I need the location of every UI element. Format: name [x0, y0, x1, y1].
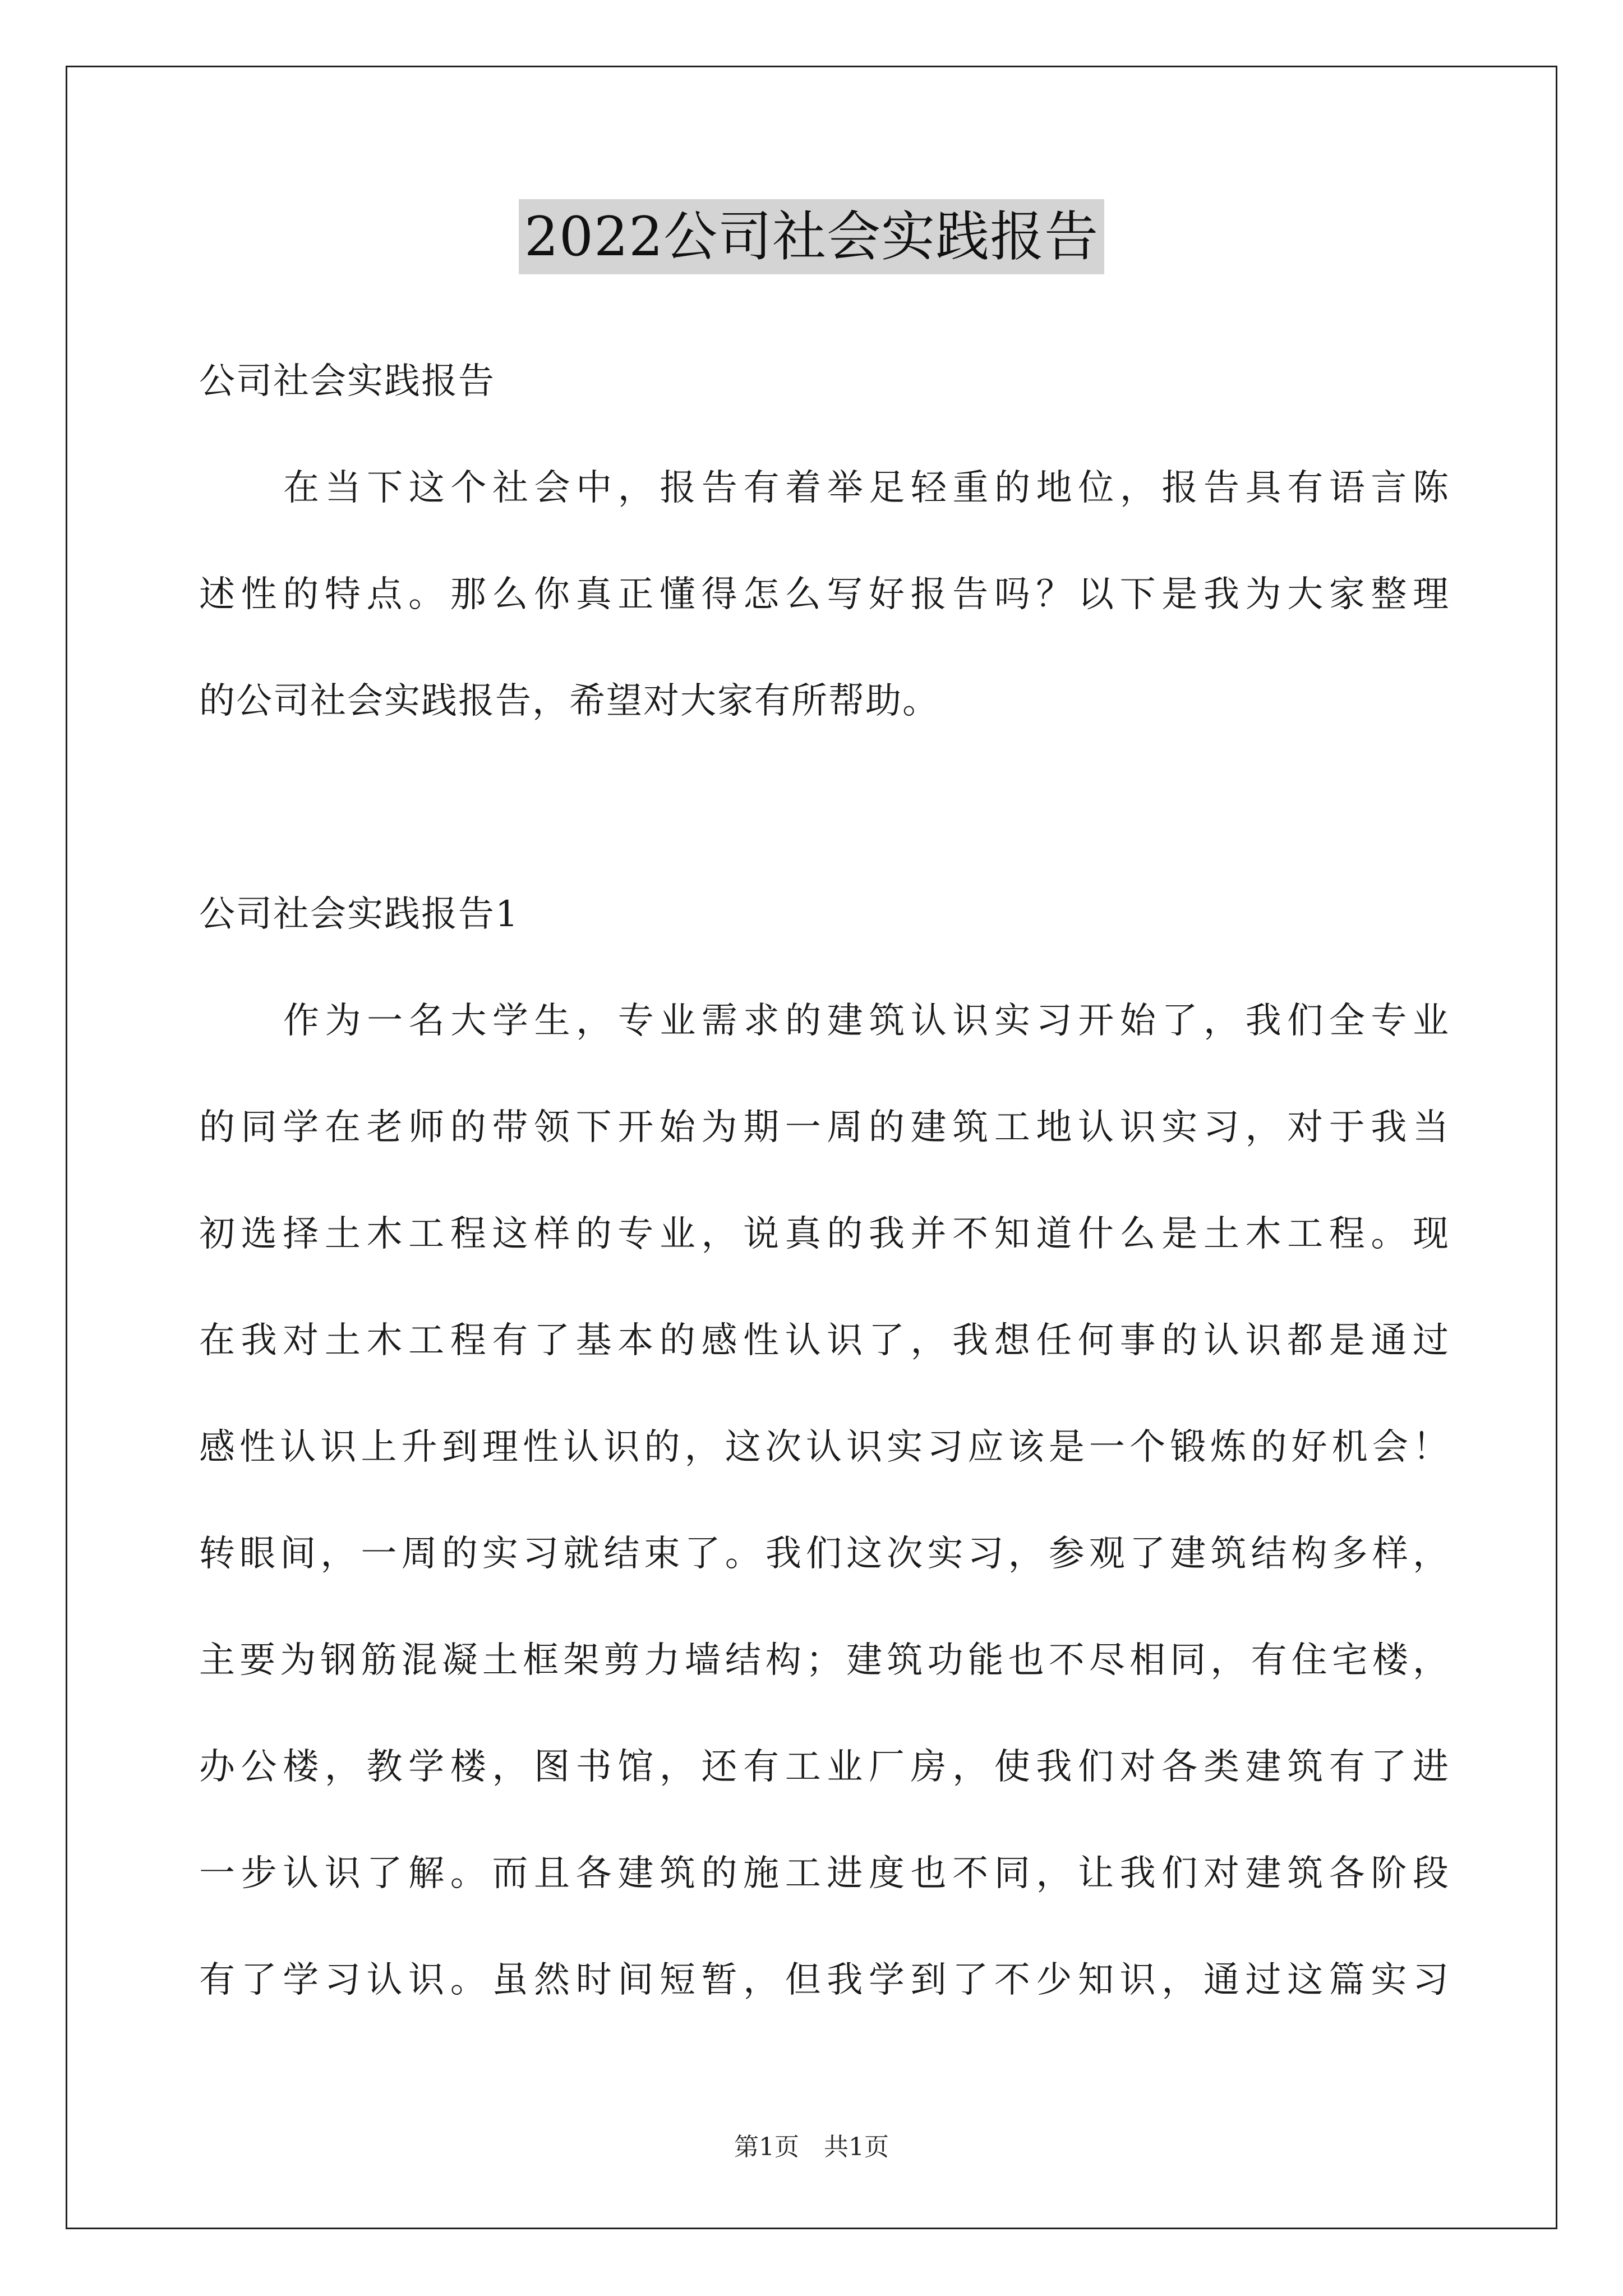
intro-line: 在当下这个社会中，报告有着举足轻重的地位，报告具有语言陈 — [283, 467, 1450, 509]
page-footer: 第1页 共1页 — [734, 2133, 889, 2161]
body-line: 在我对土木工程有了基本的感性认识了，我想任何事的认识都是通过 — [199, 1320, 1450, 1361]
body-line: 办公楼，教学楼，图书馆，还有工业厂房，使我们对各类建筑有了进 — [199, 1746, 1450, 1788]
body-line: 初选择土木工程这样的专业，说真的我并不知道什么是土木工程。现 — [199, 1213, 1450, 1255]
section-heading: 公司社会实践报告1 — [199, 894, 519, 935]
body-line: 一步认识了解。而且各建筑的施工进度也不同，让我们对建筑各阶段 — [199, 1853, 1450, 1894]
intro-line: 的公司社会实践报告，希望对大家有所帮助。 — [199, 680, 939, 722]
intro-line: 述性的特点。那么你真正懂得怎么写好报告吗？以下是我为大家整理 — [199, 574, 1450, 615]
title-container — [0, 199, 1623, 274]
body-line: 有了学习认识。虽然时间短暂，但我学到了不少知识，通过这篇实习 — [199, 1959, 1450, 2001]
body-line: 的同学在老师的带领下开始为期一周的建筑工地认识实习，对于我当 — [199, 1107, 1450, 1148]
body-line: 作为一名大学生，专业需求的建筑认识实习开始了，我们全专业 — [283, 1000, 1450, 1042]
document-title: 2022公司社会实践报告 — [519, 199, 1104, 274]
body-line: 转眼间，一周的实习就结束了。我们这次实习，参观了建筑结构多样， — [199, 1533, 1450, 1575]
body-line: 主要为钢筋混凝土框架剪力墙结构；建筑功能也不尽相同，有住宅楼， — [199, 1640, 1450, 1681]
body-line: 感性认识上升到理性认识的，这次认识实习应该是一个锻炼的好机会！ — [199, 1427, 1450, 1468]
document-subtitle: 公司社会实践报告 — [199, 361, 495, 402]
